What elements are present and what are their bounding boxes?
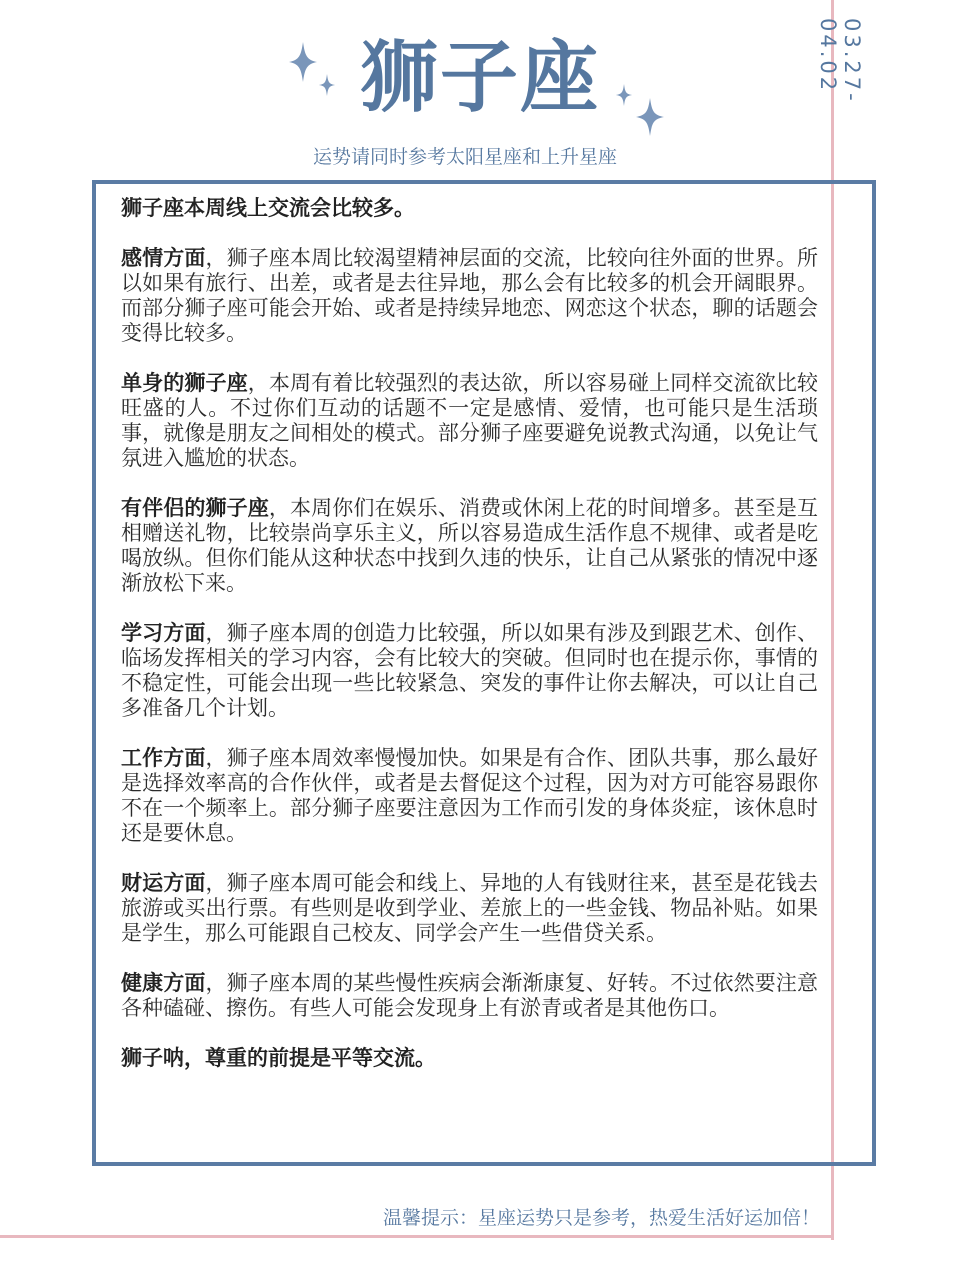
- paragraph-lead: 学习方面: [121, 621, 206, 645]
- paragraph-lead: 健康方面: [121, 971, 206, 995]
- page-title: 狮子座: [359, 33, 600, 123]
- paragraph-wealth: [121, 871, 818, 946]
- paragraph-love: [121, 246, 818, 346]
- paragraph-lead: 狮子座本周线上交流会比较多。: [121, 196, 415, 220]
- paragraph-work: [121, 746, 818, 846]
- paragraph-lead: 有伴侣的狮子座: [121, 496, 269, 520]
- sparkle-icon: [285, 40, 341, 100]
- paragraph-closing: [121, 1046, 818, 1071]
- subtitle: 运势请同时参考太阳星座和上升星座: [312, 146, 617, 168]
- paragraph-text: ，狮子座本周的某些慢性疾病会渐渐康复、好转。不过依然要注意各种磕碰、擦伤。有些人可能会发现身上有淤青或者是其他伤口。: [121, 971, 818, 1020]
- paragraph-lead: 财运方面: [121, 871, 206, 895]
- footer-tip: 温馨提示：星座运势只是参考，热爱生活好运加倍！: [382, 1207, 820, 1229]
- paragraph-study: [121, 621, 818, 721]
- paragraph-text: ，本周你们在娱乐、消费或休闲上花的时间增多。甚至是互相赠送礼物，比较崇尚享乐主义，所以容易造成生活作息不规律、或者是吃喝放纵。但你们能从这种状态中找到久违的快乐，让自己从紧张的情况中逐渐放松下来。: [121, 496, 818, 595]
- paragraph-text: ，狮子座本周比较渴望精神层面的交流，比较向往外面的世界。所以如果有旅行、出差，或者是去往异地，那么会有比较多的机会开阔眼界。而部分狮子座可能会开始、或者是持续异地恋、网恋这个状态，聊的话题会变得比较多。: [121, 246, 818, 345]
- paragraph-lead: 感情方面: [121, 246, 206, 270]
- paragraph-text: ，本周有着比较强烈的表达欲，所以容易碰上同样交流欲比较旺盛的人。不过你们互动的话题不一定是感情、爱情，也可能只是生活琐事，就像是朋友之间相处的模式。部分狮子座要避免说教式沟通，以免让气氛进入尴尬的状态。: [121, 371, 818, 470]
- paragraph-lead: 单身的狮子座: [121, 371, 248, 395]
- sparkle-icon: [612, 84, 668, 140]
- pink-horizontal-line: [0, 1235, 834, 1238]
- paragraph-text: ，狮子座本周的创造力比较强，所以如果有涉及到跟艺术、创作、临场发挥相关的学习内容，会有比较大的突破。但同时也在提示你，事情的不稳定性，可能会出现一些比较紧急、突发的事件让你去解决，可以让自己多准备几个计划。: [121, 621, 818, 720]
- paragraph-intro: [121, 196, 818, 221]
- paragraph-lead: 工作方面: [121, 746, 206, 770]
- paragraph-text: ，狮子座本周效率慢慢加快。如果是有合作、团队共事，那么最好是选择效率高的合作伙伴，或者是去督促这个过程，因为对方可能容易跟你不在一个频率上。部分狮子座要注意因为工作而引发的身体炎症，该休息时还是要休息。: [121, 746, 818, 845]
- date-range: 03.27-04.02: [816, 18, 864, 104]
- paragraph-single: [121, 371, 818, 471]
- horoscope-content: [121, 196, 818, 1096]
- paragraph-partnered: [121, 496, 818, 596]
- paragraph-text: ，狮子座本周可能会和线上、异地的人有钱财往来，甚至是花钱去旅游或买出行票。有些则是收到学业、差旅上的一些金钱、物品补贴。如果是学生，那么可能跟自己校友、同学会产生一些借贷关系。: [121, 871, 818, 945]
- paragraph-lead: 狮子呐，尊重的前提是平等交流。: [121, 1046, 436, 1070]
- paragraph-health: [121, 971, 818, 1021]
